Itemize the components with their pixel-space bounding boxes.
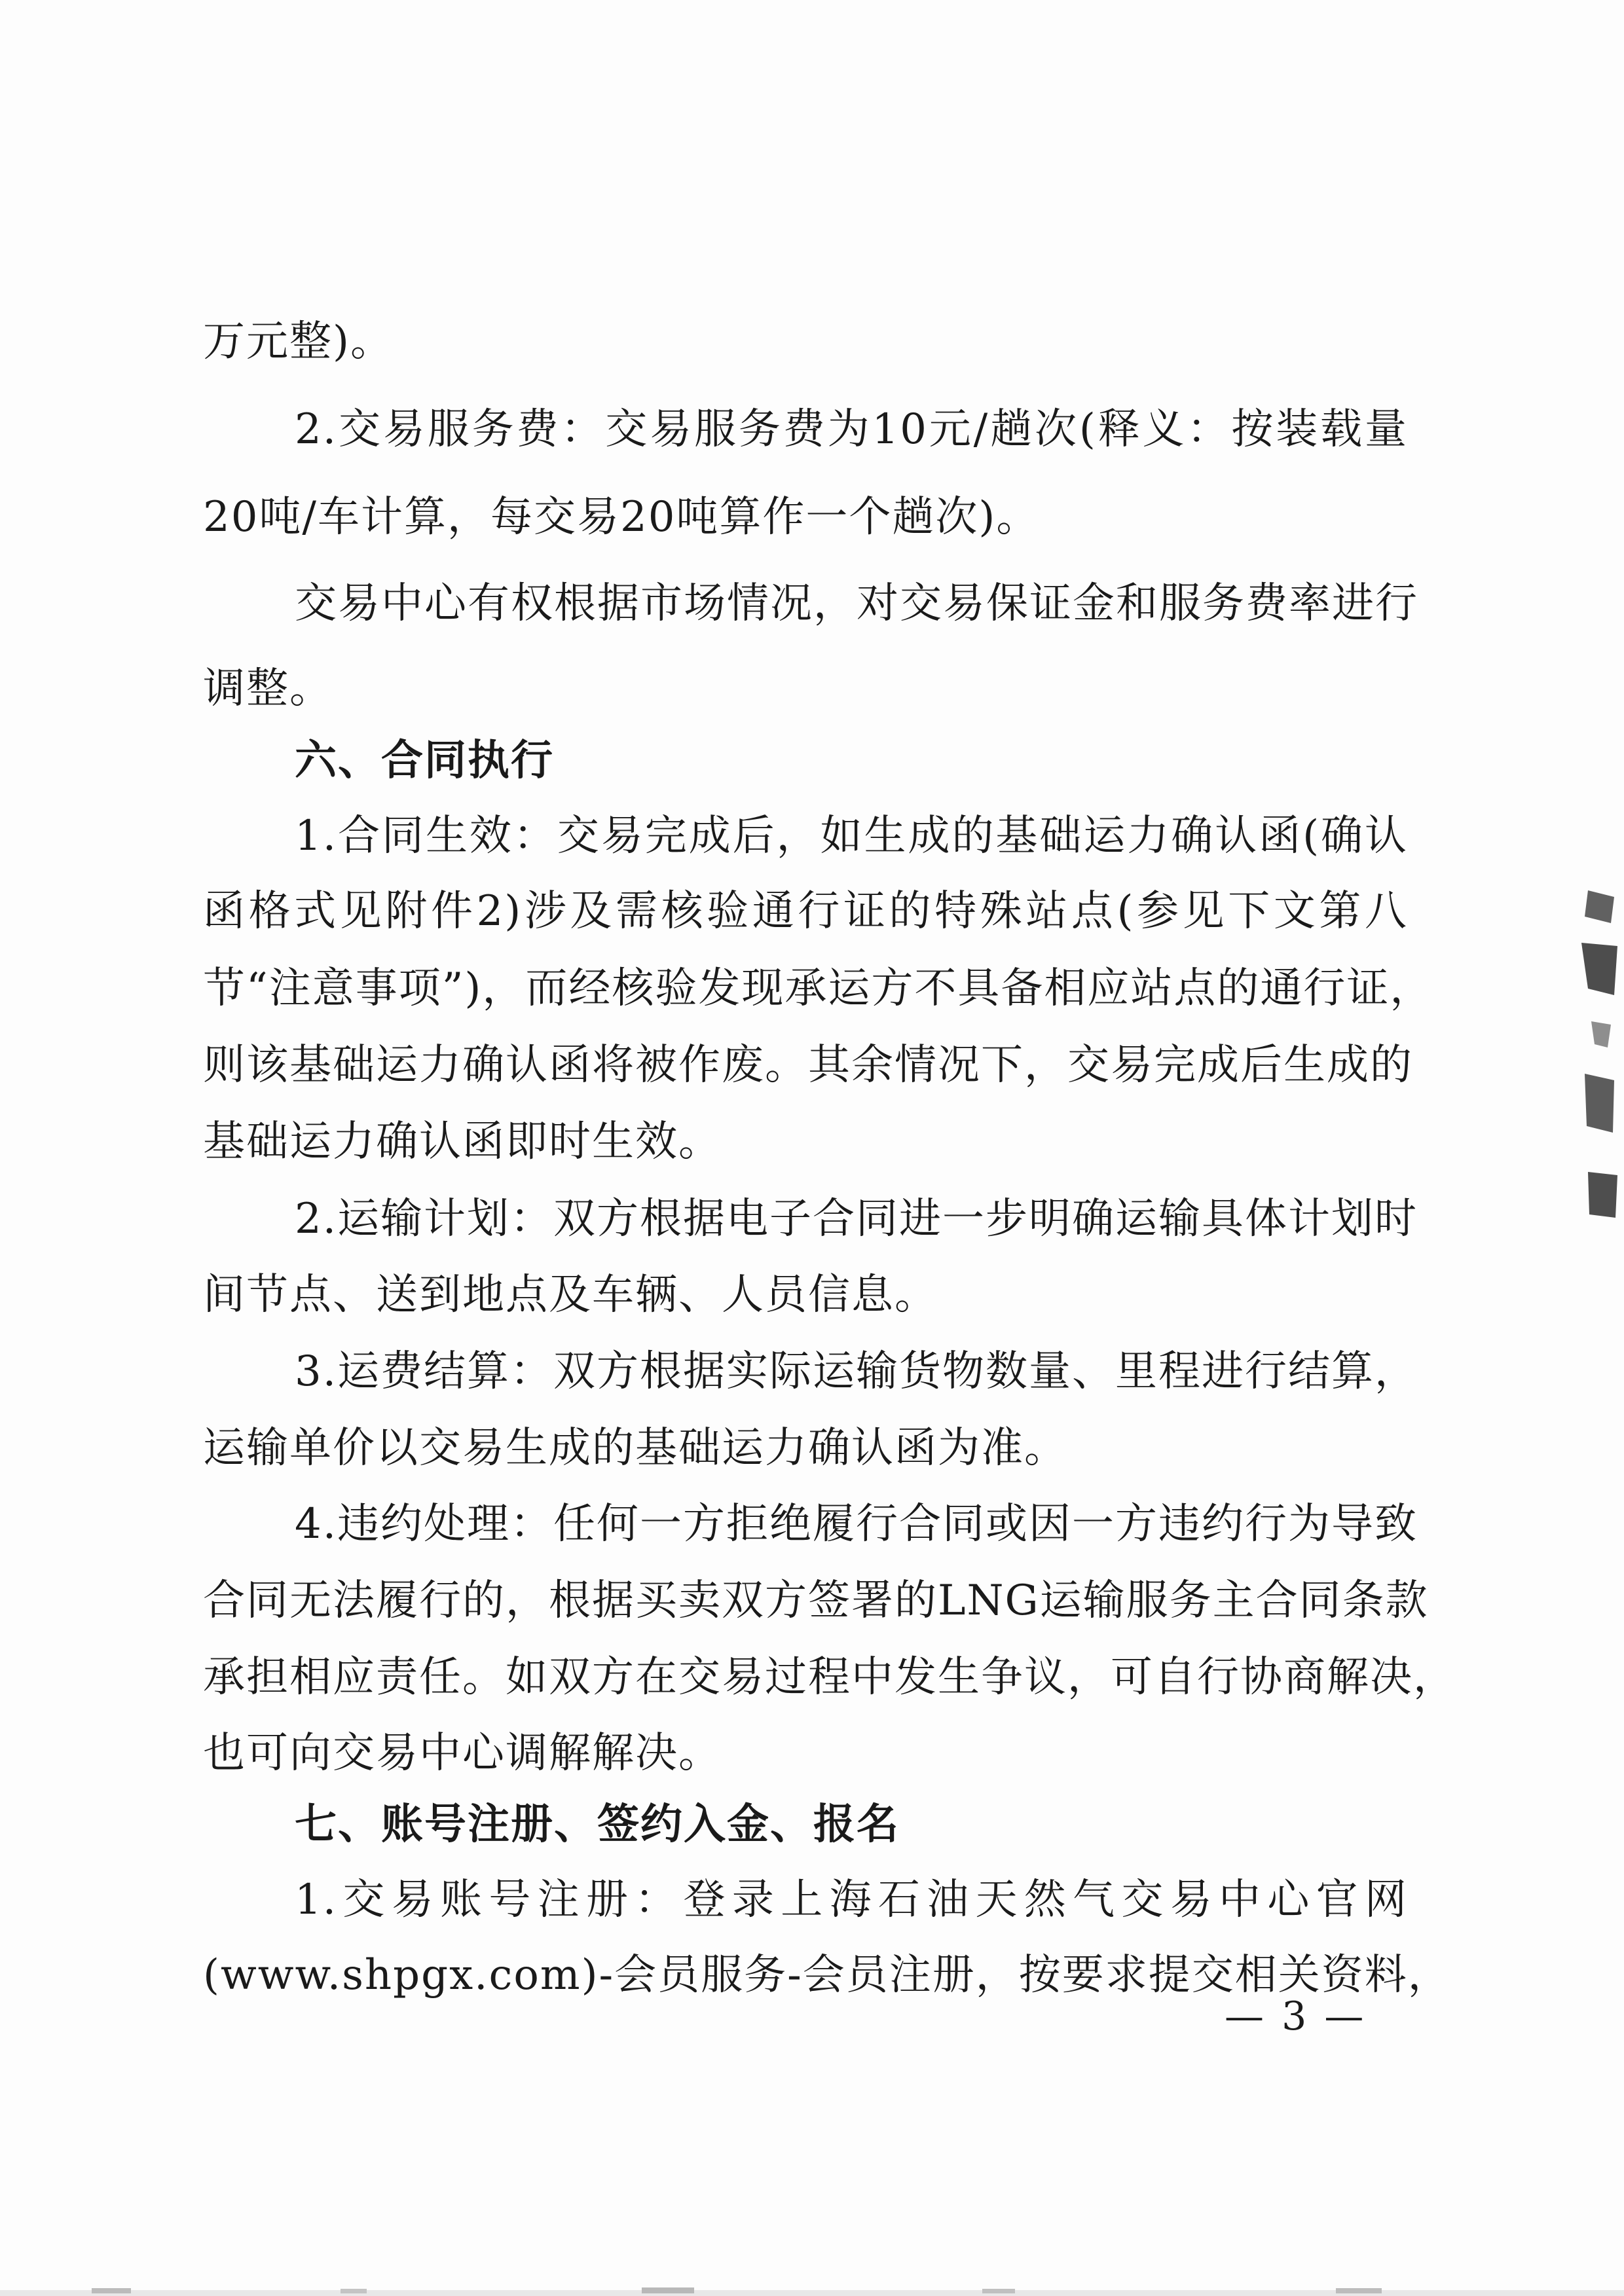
seal-edge-mark [1575,884,1624,1224]
text-line: 交易中心有权根据市场情况，对交易保证金和服务费率进行 [295,579,1418,628]
text-line: 20吨/车计算，每交易20吨算作一个趟次)。 [203,493,1040,541]
text-line: 3.运费结算：双方根据实际运输货物数量、里程进行结算， [295,1347,1418,1396]
text-line: 调整。 [203,665,333,713]
page-number: — 3 — [1225,1994,1367,2039]
text-line: 间节点、送到地点及车辆、人员信息。 [203,1271,938,1319]
text-line: 万元整)。 [203,318,394,366]
text-line: 基础运力确认函即时生效。 [203,1118,722,1166]
text-line: 4.违约处理：任何一方拒绝履行合同或因一方违约行为导致 [295,1500,1418,1548]
text-line: 2.交易服务费：交易服务费为10元/趟次(释义：按装载量 [295,405,1408,454]
text-line: 承担相应责任。如双方在交易过程中发生争议，可自行协商解决， [203,1653,1456,1702]
text-line: 运输单价以交易生成的基础运力确认函为准。 [203,1424,1067,1472]
text-line: 1.交易账号注册：登录上海石油天然气交易中心官网 [295,1876,1408,1924]
text-line: 1.合同生效：交易完成后，如生成的基础运力确认函(确认 [295,812,1408,860]
text-line: (www.shpgx.com)-会员服务-会员注册，按要求提交相关资料， [203,1951,1451,1999]
section-heading: 七、账号注册、签约入金、报名 [295,1800,900,1849]
text-line: 也可向交易中心调解解决。 [203,1729,722,1777]
text-line: 函格式见附件2)涉及需核验通行证的特殊站点(参见下文第八 [203,887,1408,936]
section-heading: 六、合同执行 [295,737,554,785]
text-line: 节“注意事项”)，而经核验发现承运方不具备相应站点的通行证， [203,964,1433,1013]
scan-edge-noise [0,2285,1624,2296]
text-line: 2.运输计划：双方根据电子合同进一步明确运输具体计划时 [295,1195,1418,1243]
text-line: 则该基础运力确认函将被作废。其余情况下，交易完成后生成的 [203,1041,1413,1089]
text-line: 合同无法履行的，根据买卖双方签署的LNG运输服务主合同条款 [203,1576,1429,1625]
